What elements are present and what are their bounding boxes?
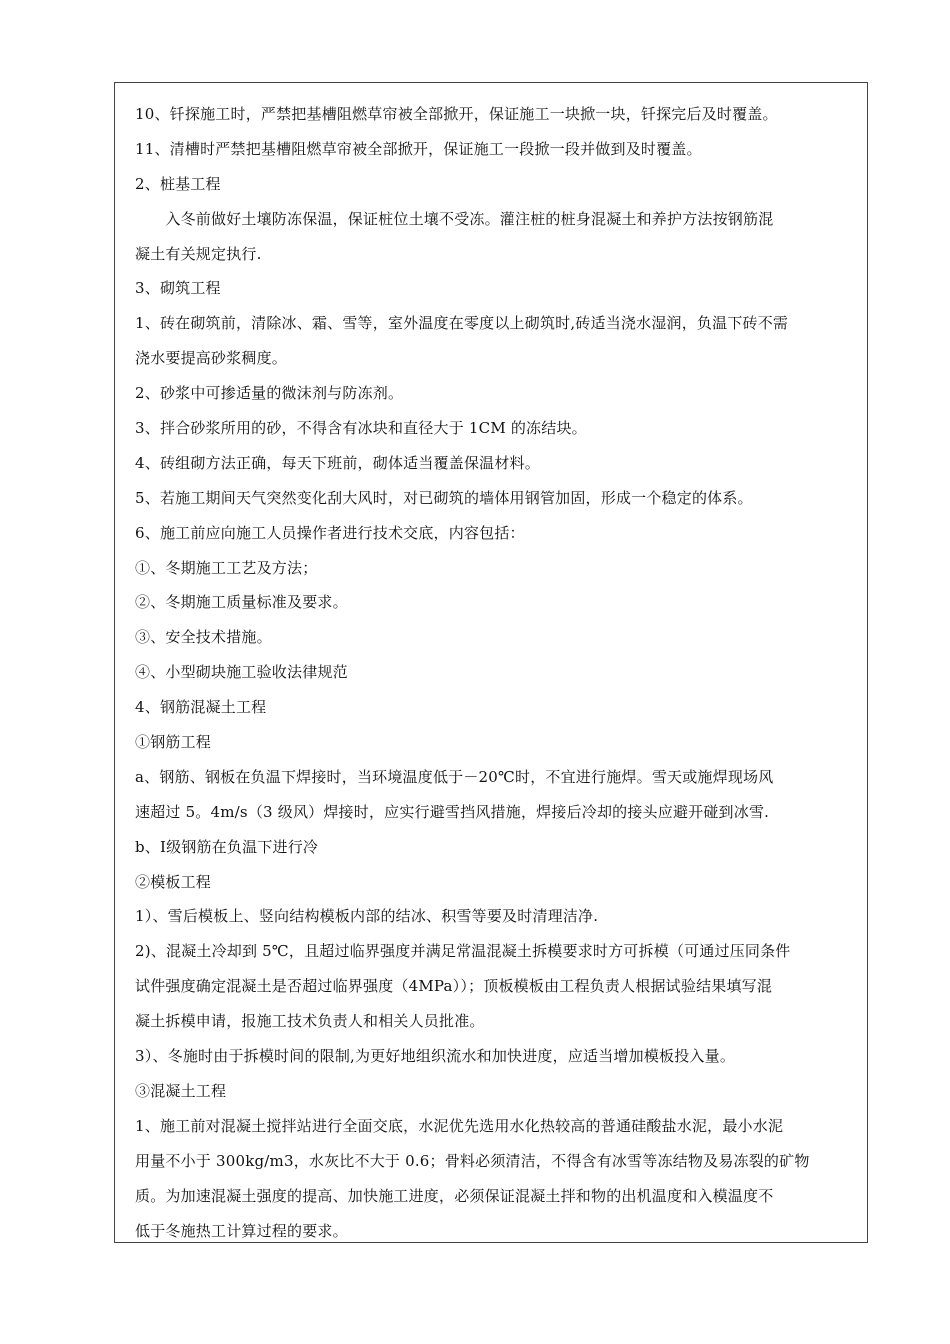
text-line: ①、冬期施工工艺及方法； [135, 558, 318, 577]
subsection-heading: ③混凝土工程 [135, 1081, 227, 1100]
text-line: 2)、混凝土冷却到 5℃，且超过临界强度并满足常温混凝土拆模要求时方可拆模（可通过压同条件 [135, 942, 791, 961]
text-line: ②、冬期施工质量标准及要求。 [135, 593, 348, 612]
text-line: 凝土拆模申请，报施工技术负责人和相关人员批准。 [135, 1012, 485, 1031]
text-line: 5、若施工期间天气突然变化刮大风时，对已砌筑的墙体用钢管加固，形成一个稳定的体系。 [135, 488, 753, 507]
text-line: ③、安全技术措施。 [135, 628, 272, 647]
text-line: 10、钎探施工时，严禁把基槽阻燃草帘被全部掀开，保证施工一块掀一块，钎探完后及时覆盖。 [135, 105, 778, 123]
text-line: 3）、冬施时由于拆模时间的限制,为更好地组织流水和加快进度，应适当增加模板投入量。 [135, 1047, 736, 1066]
text-line: 4、砖组砌方法正确，每天下班前，砌体适当覆盖保温材料。 [135, 453, 540, 472]
document-body [135, 97, 849, 1248]
text-line: 1、砖在砌筑前，清除冰、霜、雪等，室外温度在零度以上砌筑时,砖适当浇水湿润，负温下砖不需 [135, 314, 789, 333]
text-line: a、钢筋、钢板在负温下焊接时，当环境温度低于－20℃时，不宜进行施焊。雪天或施焊现场风 [135, 767, 774, 786]
text-line: 凝土有关规定执行. [135, 244, 262, 263]
subsection-heading: ②模板工程 [135, 872, 212, 891]
text-line: 11、清槽时严禁把基槽阻燃草帘被全部掀开，保证施工一段掀一段并做到及时覆盖。 [135, 139, 702, 158]
text-line: 速超过 5。4m/s（3 级风）焊接时，应实行避雪挡风措施，焊接后冷却的接头应避开碰到冰雪. [135, 802, 770, 821]
text-line: 1）、雪后模板上、竖向结构模板内部的结冰、积雪等要及时清理洁净. [135, 907, 599, 926]
text-line: 用量不小于 300kg/m3，水灰比不大于 0.6；骨料必须清洁，不得含有冰雪等冻结物及易冻裂的矿物 [135, 1151, 810, 1170]
text-line: ④、小型砌块施工验收法律规范 [135, 663, 348, 682]
text-line: 1、施工前对混凝土搅拌站进行全面交底，水泥优先选用水化热较高的普通硅酸盐水泥，最小水泥 [135, 1116, 784, 1135]
text-line: 质。为加速混凝土强度的提高、加快施工进度，必须保证混凝土拌和物的出机温度和入模温度不 [135, 1186, 774, 1205]
text-line: 入冬前做好土壤防冻保温，保证桩位土壤不受冻。灌注桩的桩身混凝土和养护方法按钢筋混 [135, 209, 774, 228]
text-line: 2、砂浆中可掺适量的微沫剂与防冻剂。 [135, 384, 404, 403]
text-line: 6、施工前应向施工人员操作者进行技术交底，内容包括： [135, 523, 525, 542]
text-line: b、Ⅰ级钢筋在负温下进行冷 [135, 837, 319, 856]
section-heading: 4、钢筋混凝土工程 [135, 698, 267, 717]
text-line: 低于冬施热工计算过程的要求。 [135, 1221, 348, 1240]
section-heading: 2、桩基工程 [135, 174, 221, 193]
text-line: 试件强度确定混凝土是否超过临界强度（4MPa））；顶板模板由工程负责人根据试验结果填写混 [135, 977, 773, 996]
text-line: 3、拌合砂浆所用的砂，不得含有冰块和直径大于 1CM 的冻结块。 [135, 419, 587, 438]
document-table-cell [114, 82, 868, 1243]
subsection-heading: ①钢筋工程 [135, 733, 212, 752]
section-heading: 3、砌筑工程 [135, 279, 221, 298]
text-line: 浇水要提高砂浆稠度。 [135, 349, 288, 368]
